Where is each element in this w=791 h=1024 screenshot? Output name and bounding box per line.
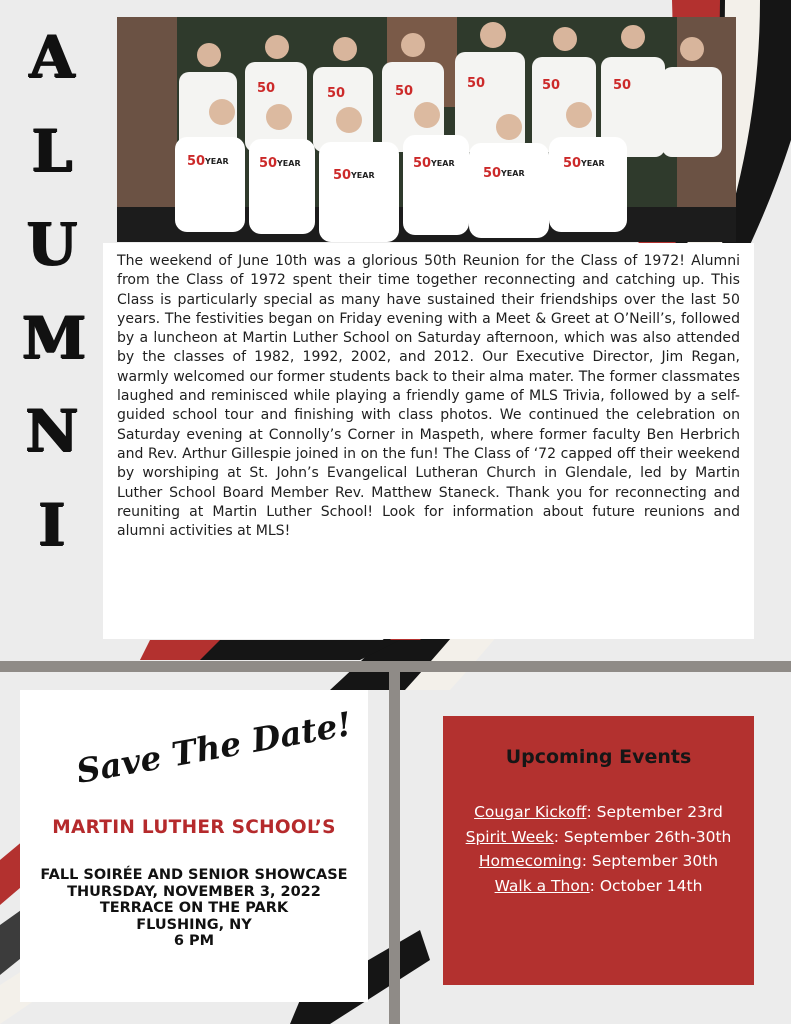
horizontal-divider <box>0 661 791 672</box>
save-the-date-card <box>20 690 368 1002</box>
svg-text:50: 50 <box>333 168 352 183</box>
title-letter: N <box>25 397 79 465</box>
event-item-date: : September 23rd <box>586 803 723 821</box>
reunion-article <box>103 243 754 639</box>
svg-text:YEAR: YEAR <box>501 169 525 178</box>
save-the-date-heading: Save The Date! <box>73 704 355 791</box>
svg-text:YEAR: YEAR <box>581 159 605 168</box>
svg-text:YEAR: YEAR <box>277 159 301 168</box>
title-letter: A <box>29 23 75 91</box>
event-item <box>443 800 754 825</box>
title-letter: M <box>22 303 87 372</box>
event-item <box>443 849 754 874</box>
event-time: 6 PM <box>173 933 215 949</box>
event-item-date: : September 30th <box>581 852 719 870</box>
school-name: MARTIN LUTHER SCHOOL’S <box>52 817 336 838</box>
svg-text:YEAR: YEAR <box>351 171 375 180</box>
event-location: FLUSHING, NY <box>136 916 252 933</box>
title-letter: I <box>38 490 66 559</box>
svg-text:50: 50 <box>413 156 432 171</box>
svg-text:50: 50 <box>542 78 561 93</box>
svg-text:50: 50 <box>257 81 276 96</box>
svg-text:50: 50 <box>563 156 582 171</box>
title-letter: U <box>26 210 78 278</box>
svg-text:50: 50 <box>483 166 502 181</box>
event-venue: TERRACE ON THE PARK <box>99 900 289 916</box>
event-item-date: : September 26th-30th <box>553 827 732 846</box>
event-item-date: : October 14th <box>589 876 703 895</box>
svg-text:YEAR: YEAR <box>205 157 229 166</box>
svg-text:50: 50 <box>259 156 278 171</box>
event-details <box>20 867 368 950</box>
svg-text:50: 50 <box>187 154 206 169</box>
svg-text:50: 50 <box>613 78 632 93</box>
title-letter: L <box>31 116 73 185</box>
vertical-divider <box>389 672 400 1024</box>
event-link-walk-a-thon[interactable]: Walk a Thon <box>494 876 590 895</box>
svg-text:50: 50 <box>467 76 486 91</box>
upcoming-events-list <box>443 800 754 898</box>
alumni-vertical-title <box>22 23 87 589</box>
event-item <box>443 825 754 850</box>
event-link-cougar-kickoff[interactable]: Cougar Kickoff <box>474 803 587 821</box>
article-body: The weekend of June 10th was a glorious 50th Reunion for the Class of 1972! Alumni from the Class of 1972 spent their time together reconnecting and catching up. This Class is particularly special as many have sustained their friendships over the last 50 years. The festivities began on Friday evening with a Meet & Greet at O’Neill’s, followed by a luncheon at Martin Luther School on Saturday afternoon, which was also attended by the classes of 1982, 1992, 2002, and 2012. Our Executive Director, Jim Regan, warmly welcomed our former students back to their alma mater. The former classmates laughed and reminisced while playing a friendly game of MLS Trivia, followed by a self-guided school tour and finishing with class photos. We continued the celebration on Saturday evening at Connolly’s Corner in Maspeth, where former faculty Ben Herbrich and Rev. Arthur Gillespie joined in on the fun! The Class of ‘72 capped off their weekend by worshiping at St. John’s Evangelical Lutheran Church in Glendale, led by Martin Luther School Board Member Rev. Matthew Staneck. Thank you for reconnecting and reuniting at Martin Luther School! Look for information about future reunions and alumni activities at MLS! <box>117 253 740 540</box>
event-item <box>443 874 754 899</box>
upcoming-events-title: Upcoming Events <box>505 746 692 768</box>
svg-text:YEAR: YEAR <box>431 159 455 168</box>
upcoming-events-panel <box>443 716 754 985</box>
svg-text:50: 50 <box>327 86 346 101</box>
svg-text:50: 50 <box>395 84 414 99</box>
event-name: FALL SOIRÉE AND SENIOR SHOWCASE <box>40 867 348 883</box>
event-link-homecoming[interactable]: Homecoming <box>478 852 582 870</box>
event-date: THURSDAY, NOVEMBER 3, 2022 <box>67 883 321 900</box>
event-link-spirit-week[interactable]: Spirit Week <box>465 827 554 846</box>
reunion-group-photo <box>117 17 736 242</box>
